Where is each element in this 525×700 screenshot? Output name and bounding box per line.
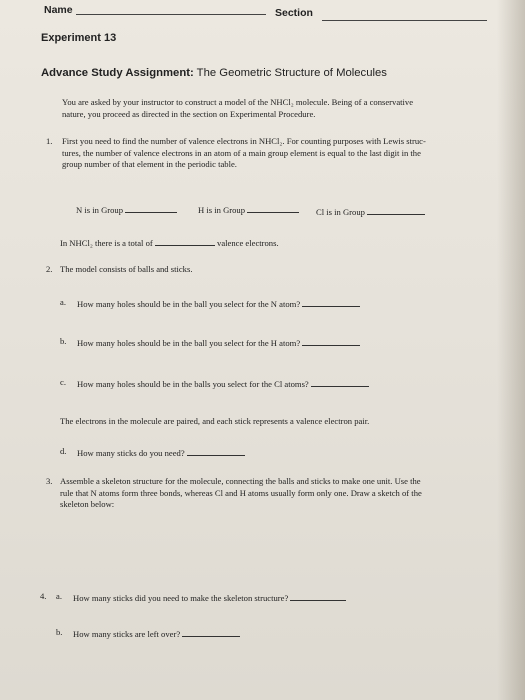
q2b-text: How many holes should be in the ball you select for the H atom? — [77, 338, 301, 348]
q2c-text: How many holes should be in the balls you select for the Cl atoms? — [77, 379, 309, 389]
title-rest: The Geometric Structure of Molecules — [193, 67, 387, 79]
cl-group-blank[interactable] — [367, 205, 425, 215]
q1-paragraph — [62, 136, 426, 171]
q1-line-1: First you need to find the number of valence electrons in NHCl₂. For counting purposes with Lewis struc- — [62, 136, 426, 146]
total-blank[interactable] — [155, 236, 215, 246]
q4b-text: How many sticks are left over? — [73, 629, 181, 639]
section-label: Section — [275, 7, 313, 19]
q2a-row — [77, 297, 360, 309]
q4a-blank[interactable] — [290, 591, 346, 601]
q2c-blank[interactable] — [311, 377, 369, 387]
sketch-area[interactable] — [60, 520, 480, 580]
q2a-blank[interactable] — [302, 297, 360, 307]
q2d-letter: d. — [60, 446, 67, 456]
h-group-label: H is in Group — [198, 205, 246, 215]
total-prefix: In NHCl₂ there is a total of — [60, 238, 153, 248]
q2a-text: How many holes should be in the ball you select for the N atom? — [77, 299, 301, 309]
q2b-blank[interactable] — [302, 336, 360, 346]
q2-number: 2. — [46, 264, 53, 274]
q2-text: The model consists of balls and sticks. — [60, 264, 193, 274]
q3-line-3: skeleton below: — [60, 499, 115, 509]
q1-line-2: tures, the number of valence electrons in an atom of a main group element is equal to the last digit in the — [62, 147, 421, 158]
intro-line-2: nature, you proceed as directed in the section on Experimental Procedure. — [62, 108, 316, 119]
q3-line-2: rule that N atoms form three bonds, whereas Cl and H atoms usually form only one. Draw a sketch of the — [60, 487, 422, 498]
h-group-row — [198, 203, 299, 215]
q2d-blank[interactable] — [187, 446, 245, 456]
q3-paragraph — [60, 476, 422, 511]
n-group-row — [76, 203, 177, 215]
q1-line-3: group number of that element in the periodic table. — [62, 159, 237, 169]
h-group-blank[interactable] — [247, 203, 299, 213]
q4a-row — [73, 591, 346, 603]
n-group-blank[interactable] — [125, 203, 177, 213]
intro-line-1: You are asked by your instructor to construct a model of the NHCl₂ molecule. Being of a conservative — [62, 97, 414, 107]
name-field[interactable] — [76, 14, 266, 15]
q4b-blank[interactable] — [182, 627, 240, 637]
q4-number: 4. — [40, 591, 47, 601]
experiment-label: Experiment 13 — [41, 32, 117, 44]
cl-group-label: Cl is in Group — [316, 207, 365, 217]
section-field[interactable] — [322, 20, 487, 21]
q2d-text: How many sticks do you need? — [77, 448, 185, 458]
q3-number: 3. — [46, 476, 53, 486]
total-row — [60, 236, 279, 248]
title-bold: Advance Study Assignment: — [41, 67, 194, 79]
q2c-row — [77, 377, 369, 389]
q3-line-1: Assemble a skeleton structure for the molecule, connecting the balls and sticks to make one unit. Use the — [60, 476, 421, 486]
q2-pairs-text: The electrons in the molecule are paired, and each stick represents a valence electron pair. — [60, 416, 370, 426]
q2b-row — [77, 336, 360, 348]
page-title — [41, 67, 387, 79]
cl-group-row — [316, 205, 425, 217]
q2a-letter: a. — [60, 297, 66, 307]
q2c-letter: c. — [60, 377, 66, 387]
q1-number: 1. — [46, 136, 53, 146]
q4a-text: How many sticks did you need to make the skeleton structure? — [73, 593, 289, 603]
q4b-row — [73, 627, 240, 639]
q2b-letter: b. — [60, 336, 67, 346]
page-shadow — [497, 0, 525, 700]
n-group-label: N is in Group — [76, 205, 124, 215]
q4b-letter: b. — [56, 627, 63, 637]
name-label: Name — [44, 4, 73, 16]
q2d-row — [77, 446, 245, 458]
total-suffix: valence electrons. — [217, 238, 279, 248]
intro-paragraph — [62, 97, 413, 120]
q4a-letter: a. — [56, 591, 62, 601]
